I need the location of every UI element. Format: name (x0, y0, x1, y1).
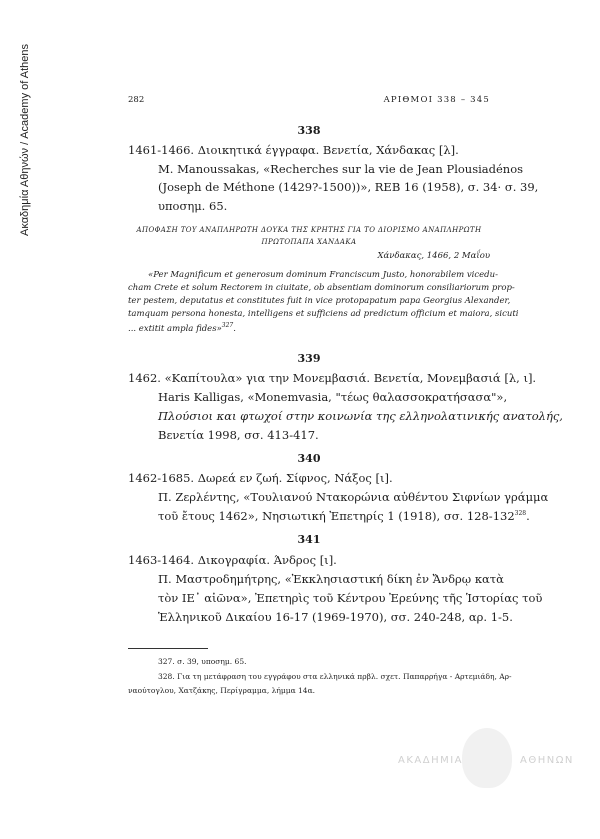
entry-338-line-2: M. Manoussakas, «Recherches sur la vie de Jean Plousiadénos (158, 162, 524, 176)
footnote-328-text: Για τη μετάφραση του εγγράφου στα ελληνικά πρβλ. σχετ. Παπαρρήγα - Αρτεμιάδη, Αρ- (177, 672, 512, 681)
entry-339-line-4: Βενετία 1998, σσ. 413-417. (158, 428, 319, 442)
entry-339-line-2: Haris Kalligas, «Monemvasia, "τέως θαλασσοκρατήσασα"», (158, 390, 508, 404)
entry-340-line-3-text: τοῦ ἔτους 1462», Νησιωτική Ἐπετηρίς 1 (1918), σσ. 128-132 (158, 509, 515, 523)
entry-341-line-3: τὸν ΙΕ᾽ αἰῶνα», Ἐπετηρὶς τοῦ Κέντρου Ἐρεύνης τῆς Ἱστορίας τοῦ (158, 591, 543, 605)
entry-number-338: 338 (297, 124, 321, 137)
entry-number-341: 341 (297, 533, 321, 546)
footnote-328-continuation: ναούτογλου, Χατζάκης, Περίγραμμα, λήμμα 14α. (128, 686, 316, 695)
watermark-text-left: ΑΚΑΔΗΜΙΑ (398, 755, 464, 766)
entry-338-line-1: 1461-1466. Διοικητικά έγγραφα. Βενετία, Χάνδακας [λ]. (128, 143, 459, 157)
entry-341-line-2: Π. Μαστροδημήτρης, «Ἐκκλησιαστική δίκη ἐν Ἄνδρῳ κατὰ (158, 572, 504, 586)
latin-text-line-3: ter pestem, deputatus et constitutes fuit in vice protopapatum papa Georgius Alexander, (128, 296, 511, 306)
entry-341-line-4: Ἑλληνικοῦ Δικαίου 16-17 (1969-1970), σσ. 240-248, αρ. 1-5. (158, 610, 513, 624)
entry-340-line-2: Π. Ζερλέντης, «Τουλιανού Ντακορώνια αὐθέντου Σιφνίων γράμμα (158, 490, 549, 504)
footnote-ref-327: 327 (221, 322, 234, 329)
watermark-text-right: ΑΘΗΝΩΝ (520, 755, 574, 766)
entry-338-line-3: (Joseph de Méthone (1429?-1500))», REB 16 (1958), σ. 34· σ. 39, (158, 180, 539, 194)
document-title-line-2: ΠΡΩΤΟΠΑΠΑ ΧΑΝΔΑΚΑ (261, 238, 357, 246)
footnote-328-number: 328. (158, 672, 175, 681)
latin-text-line-4: tamquam persona honesta, intelligens et sufficiens ad predictum officium et maiora, sicuti (128, 309, 519, 319)
latin-text-line-5: ... extitit ampla fides»$^{327}$. (128, 322, 236, 334)
archive-side-label: Ακαδημία Αθηνών / Academy of Athens (19, 43, 31, 237)
document-title-line-1: ΑΠΟΦΑΣΗ ΤΟΥ ΑΝΑΠΛΗΡΩΤΗ ΔΟΥΚΑ ΤΗΣ ΚΡΗΤΗΣ ΓΙΑ ΤΟ ΔΙΟΡΙΣΜΟ ΑΝΑΠΛΗΡΩΤΗ (136, 226, 482, 234)
entry-340-line-3: τοῦ ἔτους 1462», Νησιωτική Ἐπετηρίς 1 (1918), σσ. $128-132^{328}$. (158, 509, 530, 523)
document-date: Χάνδακας, 1466, 2 Μαΐου (377, 251, 490, 261)
page-number: 282 (128, 95, 145, 105)
entry-341-line-1: 1463-1464. Δικογραφία. Άνδρος [ι]. (128, 553, 337, 567)
entry-338-line-4: υποσημ. 65. (158, 199, 228, 213)
footnote-328 (158, 672, 512, 681)
footnote-327-text: σ. 39, υποσημ. 65. (177, 657, 247, 666)
footnote-separator (128, 648, 208, 649)
entry-339-line-3: Πλούσιοι και φτωχοί στην κοινωνία της ελληνολατινικής ανατολής, (158, 409, 563, 423)
footnote-ref-328: 328 (514, 510, 527, 518)
running-head: ΑΡΙΘΜΟΙ 338 – 345 (383, 95, 490, 105)
footnote-327-number: 327. (158, 657, 175, 666)
academy-seal-watermark (462, 728, 512, 788)
entry-number-340: 340 (297, 452, 321, 465)
latin-text-line-2: cham Crete et solum Rectorem in ciuitate, ob absentiam dominorum consiliariorum prop- (128, 283, 515, 293)
latin-text-line-5-text: ... extitit ampla fides» (128, 323, 222, 334)
footnote-327 (158, 657, 246, 666)
entry-339-line-1: 1462. «Καπίτουλα» για την Μονεμβασιά. Βενετία, Μονεμβασιά [λ, ι]. (128, 371, 537, 385)
entry-number-339: 339 (297, 352, 321, 365)
page-header (128, 95, 490, 109)
entry-340-line-1: 1462-1685. Δωρεά εν ζωή. Σίφνος, Νάξος [ι]. (128, 471, 393, 485)
latin-text-line-1: «Per Magnificum et generosum dominum Franciscum Justo, honorabilem vicedu- (148, 270, 498, 280)
